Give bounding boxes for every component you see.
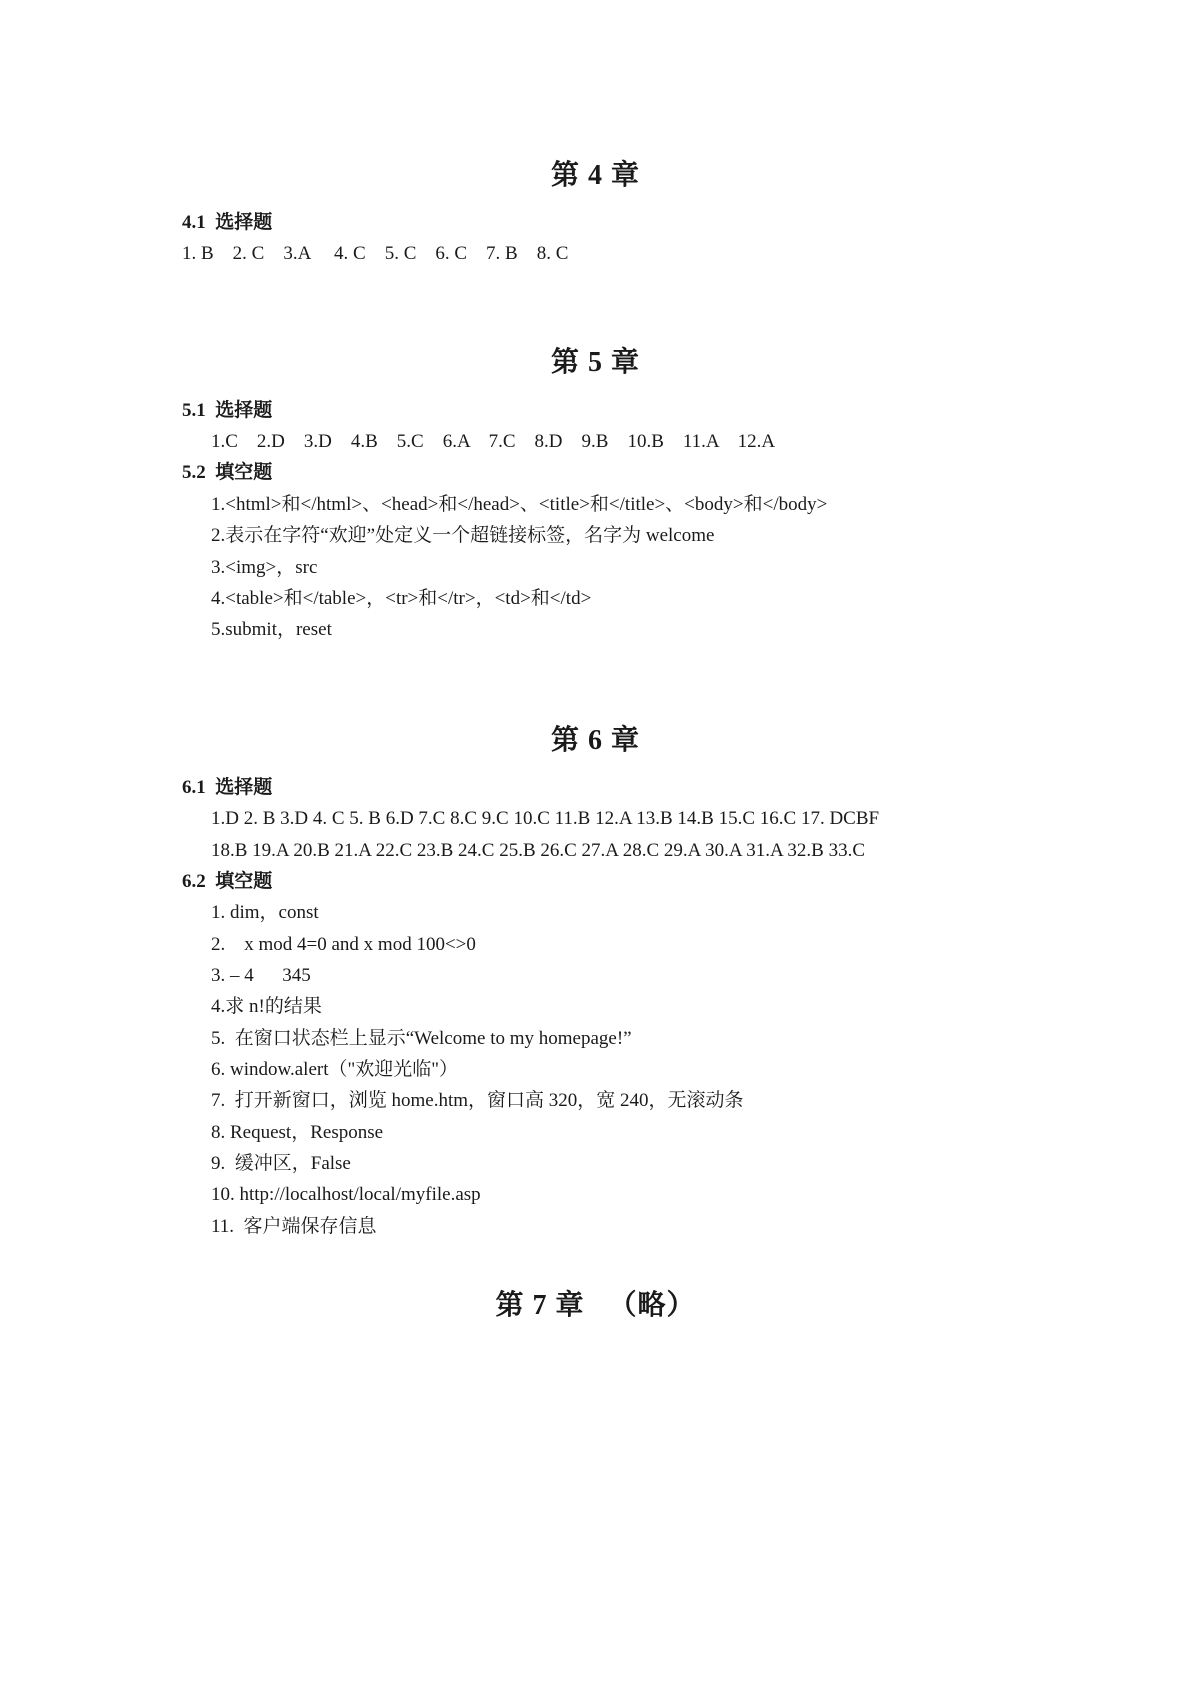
- section-6-1-line-1: 1.D 2. B 3.D 4. C 5. B 6.D 7.C 8.C 9.C 10.C 11.B 12.A 13.B 14.B 15.C 16.C 17. DCBF: [211, 808, 880, 829]
- section-4-1-title: 4.1 选择题: [182, 212, 273, 233]
- section-6-2-line-7: 7. 打开新窗口，浏览 home.htm，窗口高 320，宽 240，无滚动条: [211, 1090, 744, 1111]
- chapter-4-title: 第 4 章: [550, 160, 640, 191]
- section-6-2-line-11: 11. 客户端保存信息: [211, 1216, 377, 1237]
- chapter-5-title: 第 5 章: [550, 347, 640, 378]
- chapter-6-title: 第 6 章: [550, 725, 640, 756]
- section-6-2-line-5: 5. 在窗口状态栏上显示“Welcome to my homepage!”: [211, 1028, 632, 1049]
- section-6-2-line-8: 8. Request，Response: [211, 1122, 384, 1143]
- section-4-1-answers: 1. B 2. C 3.A 4. C 5. C 6. C 7. B 8. C: [182, 243, 569, 264]
- section-5-2-line-3: 3.<img>，src: [211, 557, 318, 578]
- section-6-2-line-1: 1. dim，const: [211, 902, 319, 923]
- section-6-2-line-10: 10. http://localhost/local/myfile.asp: [211, 1184, 481, 1205]
- section-5-2-line-2: 2.表示在字符“欢迎”处定义一个超链接标签，名字为 welcome: [211, 525, 715, 546]
- section-5-2-line-1: 1.<html>和</html>、<head>和</head>、<title>和</title>、<body>和</body>: [211, 494, 828, 515]
- chapter-7-title: 第 7 章 （略）: [495, 1290, 696, 1321]
- section-5-1-answers: 1.C 2.D 3.D 4.B 5.C 6.A 7.C 8.D 9.B 10.B 11.A 12.A: [211, 431, 776, 452]
- section-6-2-line-6: 6. window.alert（"欢迎光临"）: [211, 1059, 459, 1080]
- section-6-2-title: 6.2 填空题: [182, 871, 273, 892]
- section-5-2-line-5: 5.submit，reset: [211, 619, 332, 640]
- section-6-2-line-4: 4.求 n!的结果: [211, 996, 322, 1017]
- section-6-2-line-3: 3. – 4 345: [211, 965, 311, 986]
- section-5-2-title: 5.2 填空题: [182, 462, 273, 483]
- section-5-1-title: 5.1 选择题: [182, 400, 273, 421]
- section-6-1-line-2: 18.B 19.A 20.B 21.A 22.C 23.B 24.C 25.B 26.C 27.A 28.C 29.A 30.A 31.A 32.B 33.C: [211, 840, 866, 861]
- section-6-2-line-2: 2. x mod 4=0 and x mod 100<>0: [211, 934, 476, 955]
- section-6-1-title: 6.1 选择题: [182, 777, 273, 798]
- section-6-2-line-9: 9. 缓冲区，False: [211, 1153, 351, 1174]
- section-5-2-line-4: 4.<table>和</table>，<tr>和</tr>，<td>和</td>: [211, 588, 592, 609]
